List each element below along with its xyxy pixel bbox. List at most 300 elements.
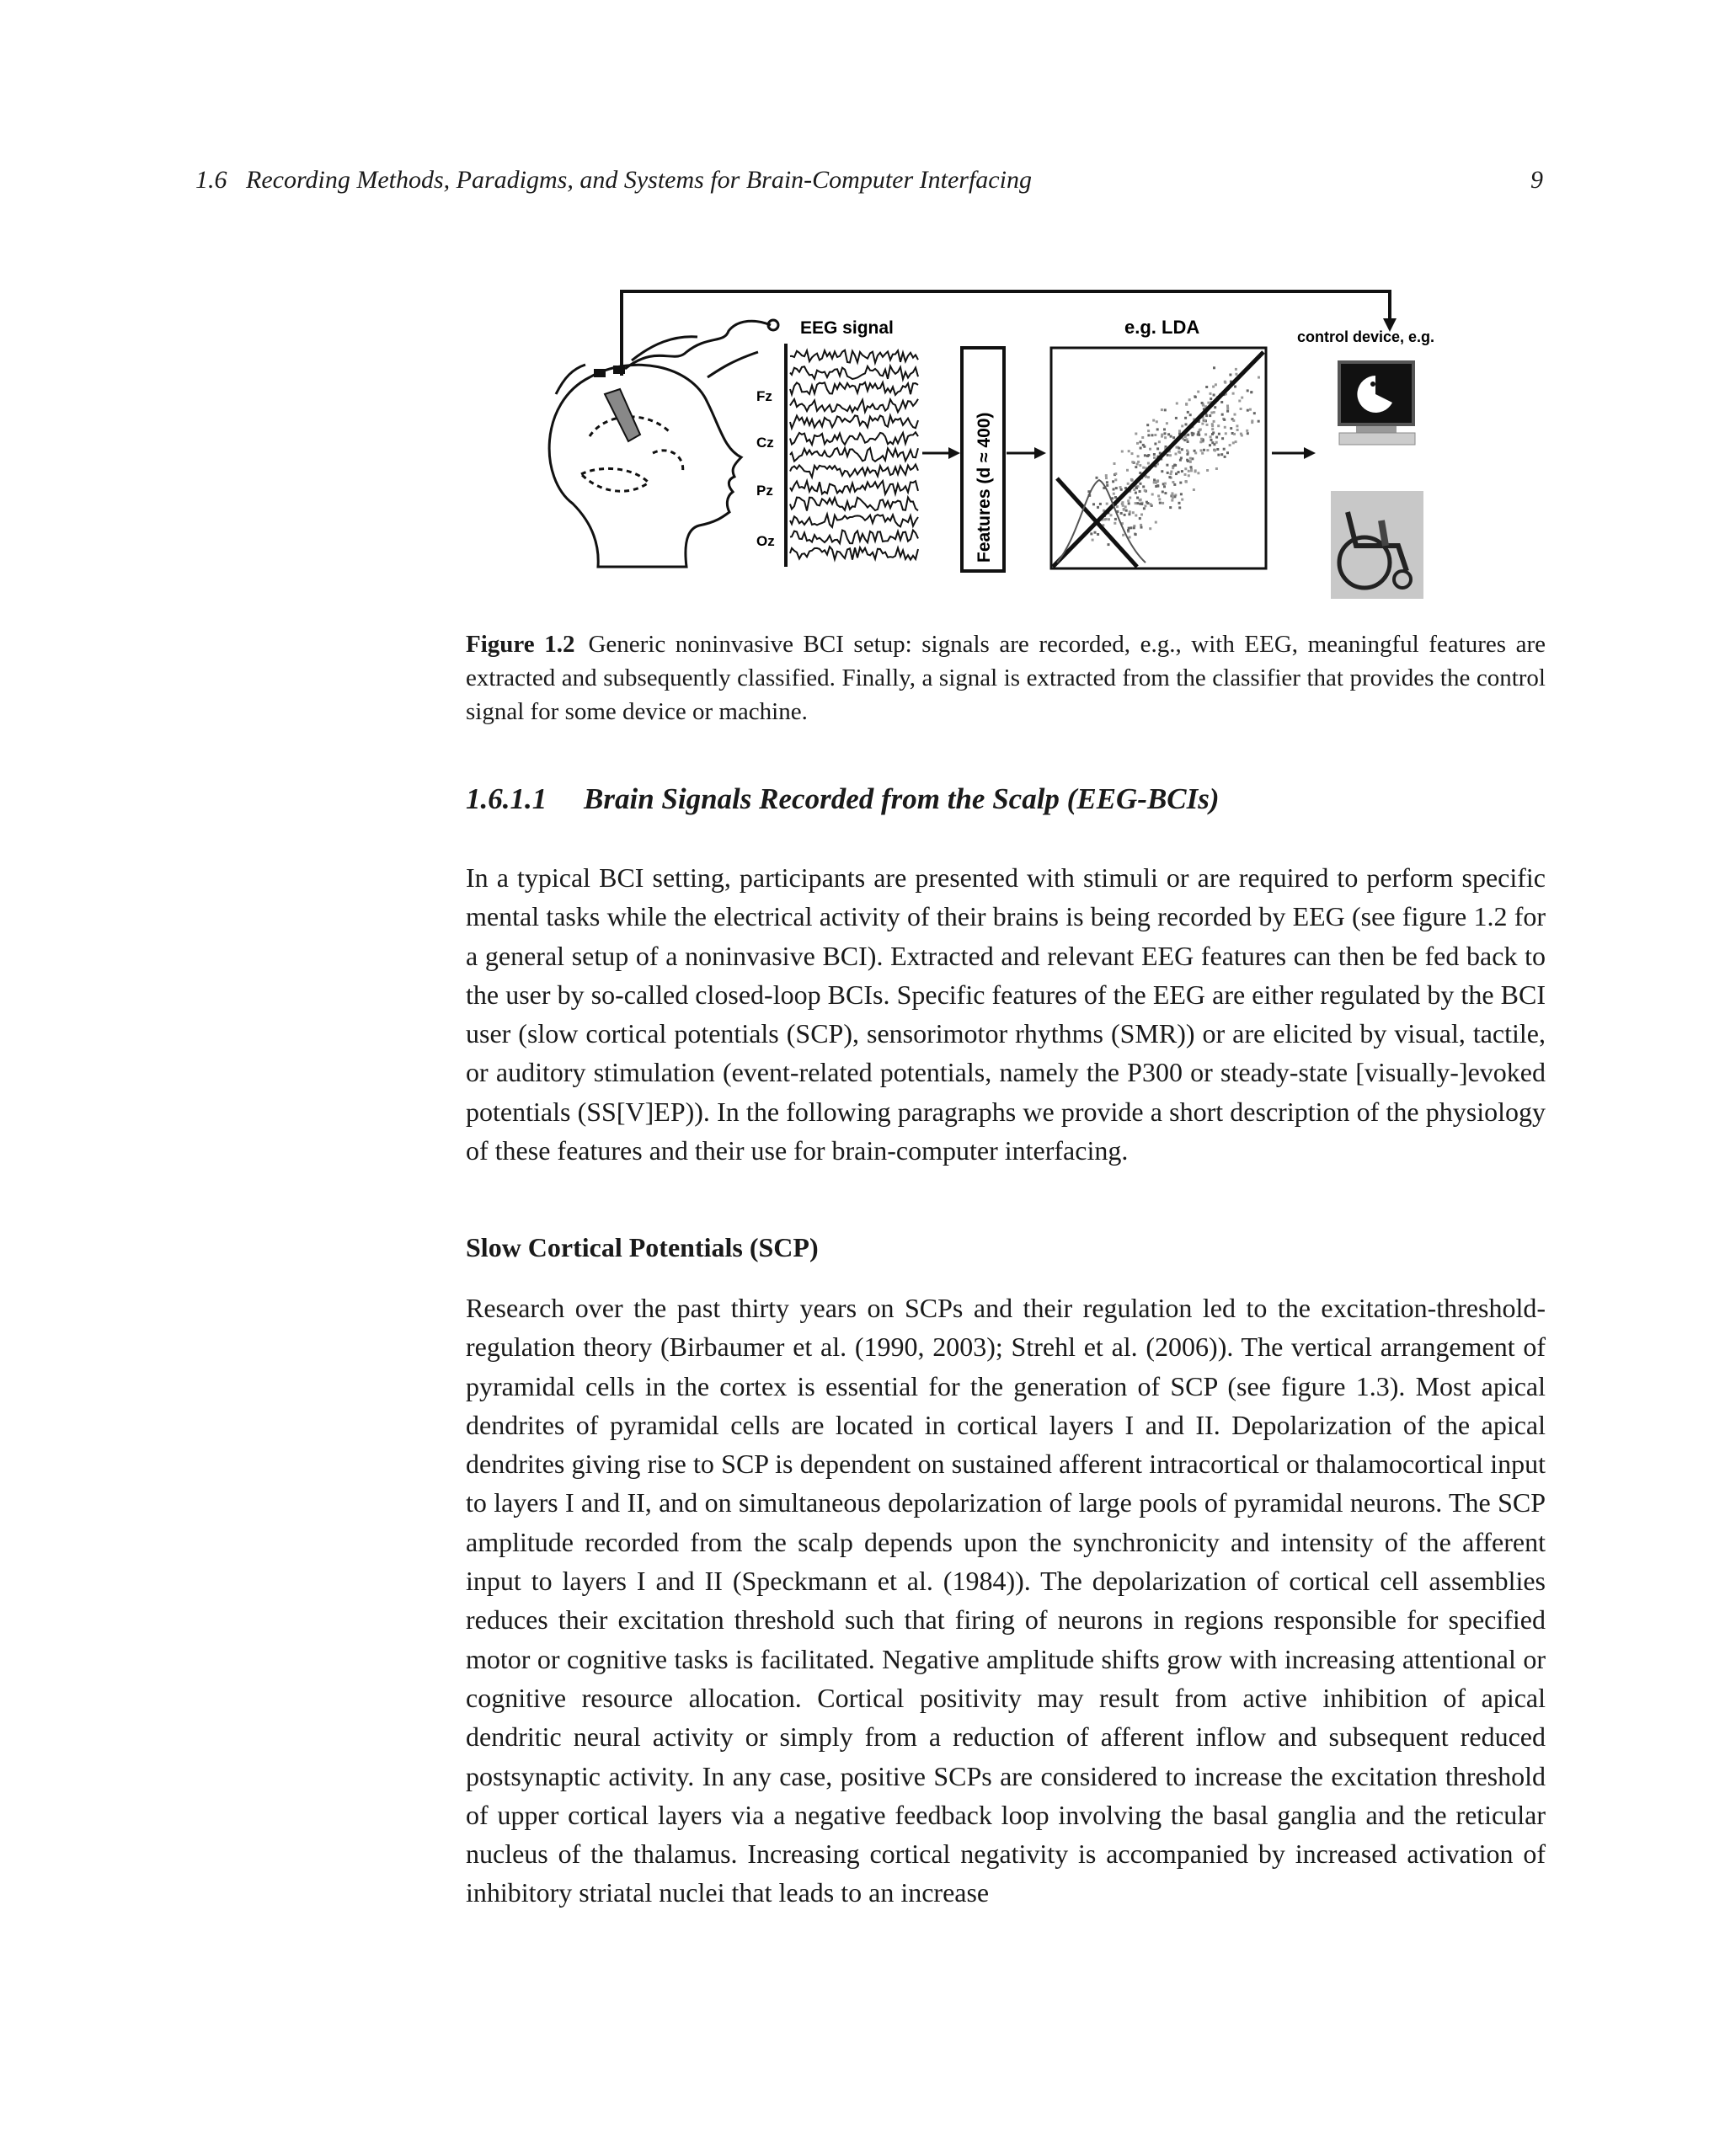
lda-point — [1203, 449, 1205, 451]
lda-point — [1172, 494, 1174, 496]
lda-point — [1194, 450, 1196, 452]
page-number: 9 — [1530, 166, 1543, 194]
lda-point — [1186, 450, 1188, 452]
lda-point — [1240, 408, 1242, 410]
lda-point — [1114, 522, 1116, 525]
lda-point — [1235, 368, 1237, 371]
section-number: 1.6.1.1 — [466, 782, 547, 815]
lda-point — [1130, 526, 1132, 529]
lda-point — [1147, 476, 1150, 478]
lda-point — [1176, 446, 1178, 449]
lda-point — [1186, 459, 1188, 462]
lda-point — [1128, 450, 1130, 452]
lda-point — [1127, 483, 1130, 485]
figure-bci-setup — [505, 285, 1466, 613]
lda-point — [1207, 402, 1210, 404]
lda-point — [1236, 429, 1239, 431]
lda-point — [1209, 414, 1211, 417]
channel-label-oz: Oz — [756, 533, 775, 549]
lda-point — [1127, 499, 1130, 502]
lda-point — [1229, 444, 1231, 446]
electrode-wire — [625, 321, 771, 369]
lda-point — [1187, 411, 1189, 414]
lda-point — [1158, 498, 1161, 500]
lda-point — [1115, 487, 1118, 489]
lda-point — [1189, 461, 1192, 463]
lda-point — [1144, 454, 1146, 456]
eeg-trace — [790, 465, 918, 478]
lda-point — [1235, 440, 1237, 443]
section-title-text: Brain Signals Recorded from the Scalp (EEG-BCIs) — [584, 782, 1220, 815]
lda-point — [1106, 481, 1108, 483]
lda-point — [1156, 428, 1159, 430]
lda-point — [1129, 497, 1131, 499]
lda-point — [1124, 514, 1126, 516]
lda-point — [1232, 392, 1235, 395]
lda-point — [1170, 472, 1172, 475]
lda-point — [1090, 532, 1092, 535]
lda-point — [1226, 410, 1229, 413]
lda-point — [1136, 442, 1139, 445]
lda-point — [1186, 438, 1188, 440]
lda-point — [1232, 441, 1235, 444]
lda-point — [1234, 386, 1236, 388]
caption-text: Generic noninvasive BCI setup: signals are recorded, e.g., with EEG, meaningful features are extracted and subsequently classified. Finally, a signal is extracted from the classifier that provides the control signal for some device or machine. — [466, 631, 1546, 725]
lda-point — [1169, 454, 1172, 456]
arrow-head-3 — [1304, 447, 1316, 459]
lda-point — [1216, 448, 1219, 451]
monitor-icon — [1339, 362, 1415, 445]
lda-point — [1130, 478, 1133, 481]
lda-point — [1135, 433, 1137, 435]
lda-point — [1175, 472, 1178, 475]
lda-point — [1161, 434, 1163, 436]
lda-point — [1137, 461, 1140, 463]
lda-point — [1161, 408, 1163, 411]
subheading-scp: Slow Cortical Potentials (SCP) — [466, 1232, 819, 1262]
lda-point — [1193, 488, 1195, 491]
lda-point — [1190, 466, 1193, 468]
lda-point — [1131, 452, 1134, 455]
head-illustration — [549, 337, 758, 567]
lda-point — [1151, 494, 1154, 496]
lda-point — [1121, 503, 1124, 505]
lda-point — [1211, 428, 1214, 430]
lda-point — [1128, 513, 1130, 515]
lda-point — [1105, 477, 1108, 479]
lda-point — [1232, 419, 1235, 422]
lda-point — [1140, 503, 1143, 505]
lda-point — [1188, 470, 1190, 472]
lda-point — [1193, 433, 1195, 435]
lda-point — [1127, 529, 1130, 531]
lda-point — [1135, 492, 1137, 494]
lda-point — [1225, 432, 1227, 435]
lda-point — [1224, 382, 1226, 384]
lda-point — [1154, 434, 1156, 436]
lda-point — [1210, 439, 1213, 441]
lda-point — [1205, 386, 1208, 388]
lda-point — [1175, 417, 1178, 419]
lda-point — [1135, 502, 1137, 504]
lda-point — [1092, 539, 1094, 542]
lda-point — [1172, 467, 1174, 469]
lda-point — [1113, 488, 1115, 491]
lda-point — [1199, 440, 1202, 443]
lda-point — [1206, 424, 1209, 426]
lda-point — [1172, 481, 1174, 483]
lda-point — [1181, 448, 1183, 451]
lda-point — [1140, 499, 1142, 501]
eeg-trace — [790, 481, 918, 494]
eeg-trace — [790, 350, 918, 363]
lda-point — [1122, 534, 1124, 536]
eeg-trace — [790, 366, 918, 380]
lda-point — [1149, 527, 1151, 530]
lda-point — [1164, 492, 1167, 494]
lda-point — [1140, 526, 1143, 529]
lda-point — [1188, 474, 1190, 477]
lda-point — [1144, 489, 1146, 492]
lda-point — [1164, 436, 1167, 439]
lda-point — [1164, 408, 1167, 411]
lda-point — [1108, 518, 1110, 520]
lda-point — [1251, 419, 1253, 422]
lda-point — [1236, 424, 1238, 427]
lda-point — [1220, 453, 1223, 456]
lda-point — [1128, 502, 1130, 504]
lda-point — [1213, 443, 1215, 446]
lda-point — [1197, 434, 1199, 436]
lda-point — [1105, 474, 1108, 477]
running-head-title: 1.6 Recording Methods, Paradigms, and Systems for Brain-Computer Interfacing — [195, 166, 1032, 194]
lda-point — [1156, 485, 1159, 488]
running-head — [195, 163, 1543, 197]
lda-point — [1146, 424, 1149, 426]
lda-point — [1194, 469, 1197, 472]
lda-point — [1129, 536, 1131, 538]
lda-point — [1238, 400, 1241, 403]
lda-point — [1129, 510, 1131, 513]
lda-point — [1151, 434, 1154, 436]
lda-point — [1206, 449, 1209, 451]
eeg-trace — [790, 547, 918, 560]
lda-point — [1170, 471, 1172, 473]
lda-point — [1142, 467, 1145, 469]
channel-label-cz: Cz — [756, 435, 774, 451]
eeg-trace — [790, 382, 918, 395]
lda-point — [1172, 496, 1174, 499]
lda-point — [1185, 481, 1188, 483]
lda-point — [1140, 524, 1142, 526]
lda-point — [1173, 483, 1176, 486]
lda-point — [1136, 497, 1139, 499]
lda-point — [1106, 503, 1108, 505]
lda-point — [1113, 493, 1115, 495]
lda-point — [1133, 488, 1135, 491]
channel-label-fz: Fz — [756, 388, 772, 404]
lda-point — [1221, 437, 1224, 440]
lda-point — [1214, 406, 1216, 408]
lda-point — [1199, 429, 1202, 431]
lda-point — [1099, 503, 1102, 505]
wheelchair-icon — [1331, 491, 1423, 599]
lda-point — [1158, 440, 1161, 443]
channel-label-pz: Pz — [756, 483, 773, 499]
lda-point — [1201, 423, 1204, 425]
lda-point — [1167, 454, 1169, 456]
lda-point — [1169, 506, 1172, 509]
lda-point — [1105, 518, 1108, 520]
lda-point — [1176, 403, 1178, 405]
lda-point — [1114, 518, 1117, 520]
eeg-trace — [790, 498, 918, 511]
lda-point — [1159, 502, 1162, 504]
lda-point — [1180, 493, 1183, 495]
lda-point — [1181, 424, 1183, 427]
lda-point — [1181, 470, 1183, 472]
lda-point — [1215, 436, 1218, 439]
eeg-trace — [790, 531, 918, 544]
lda-point — [1218, 433, 1220, 435]
lda-point — [1167, 472, 1169, 474]
lda-point — [1126, 469, 1129, 472]
lda-point — [1178, 471, 1180, 473]
lda-point — [1135, 533, 1137, 536]
lda-point — [1189, 414, 1192, 416]
label-lda: e.g. LDA — [1124, 317, 1200, 338]
lda-point — [1172, 436, 1175, 439]
lda-point — [1221, 414, 1224, 416]
lda-point — [1153, 453, 1156, 456]
label-features: Features (d ≈ 400) — [975, 412, 994, 563]
lda-point — [1179, 482, 1182, 484]
lda-point — [1166, 422, 1168, 424]
eeg-trace — [790, 432, 918, 445]
lda-point — [1258, 420, 1260, 423]
lda-point — [1139, 464, 1141, 467]
lda-point — [1146, 455, 1149, 457]
lda-point — [1154, 443, 1156, 446]
section-heading — [466, 780, 1546, 819]
lda-point — [1135, 515, 1137, 517]
eeg-trace — [790, 415, 918, 428]
electrode-strip — [605, 389, 640, 441]
caption-label: Figure 1.2 — [466, 631, 575, 658]
lda-point — [1209, 444, 1211, 446]
lda-point — [1171, 499, 1173, 502]
lda-point — [1092, 503, 1095, 505]
lda-point — [1155, 521, 1157, 524]
lda-point — [1220, 401, 1223, 403]
lda-point — [1229, 374, 1231, 376]
lda-point — [1116, 505, 1119, 508]
lda-point — [1128, 527, 1130, 530]
lda-point — [1162, 502, 1164, 504]
lda-point — [1224, 426, 1226, 429]
lda-point — [1163, 428, 1166, 430]
lda-point — [1131, 461, 1134, 463]
electrode-cap-1 — [594, 369, 606, 377]
lda-point — [1213, 366, 1215, 369]
lda-point — [1136, 463, 1139, 466]
lda-point — [1170, 435, 1172, 438]
lda-point — [1247, 432, 1249, 435]
lda-point — [1178, 430, 1181, 432]
lda-point — [1212, 386, 1215, 388]
lda-point — [1258, 376, 1260, 379]
lda-point — [1226, 408, 1229, 410]
lda-point — [1146, 502, 1149, 504]
lda-point — [1213, 420, 1215, 423]
lda-point — [1153, 481, 1156, 483]
lda-point — [1200, 449, 1203, 451]
lda-point — [1139, 517, 1141, 520]
lda-point — [1156, 479, 1159, 482]
lda-point — [1184, 473, 1187, 476]
lda-point — [1226, 451, 1229, 454]
lda-point — [1201, 402, 1204, 404]
electrode-cap-2 — [613, 366, 625, 374]
lda-point — [1253, 412, 1256, 414]
lda-point — [1147, 434, 1150, 436]
lda-point — [1194, 451, 1197, 454]
lda-point — [1235, 373, 1237, 376]
lda-point — [1162, 491, 1164, 494]
lda-point — [1120, 488, 1123, 491]
lda-point — [1156, 447, 1159, 450]
lda-point — [1137, 455, 1140, 457]
lda-point — [1175, 453, 1178, 456]
lda-point — [1233, 433, 1236, 435]
lda-point — [1213, 394, 1215, 397]
lda-point — [1123, 509, 1125, 511]
lda-point — [1250, 391, 1252, 393]
lda-point — [1178, 502, 1181, 504]
lda-point — [1097, 533, 1099, 536]
lda-point — [1164, 483, 1167, 485]
lda-point — [1133, 526, 1135, 529]
lda-point — [1125, 510, 1128, 512]
label-control-device: control device, e.g. — [1297, 328, 1435, 345]
lda-point — [1185, 423, 1188, 425]
lda-point — [1141, 436, 1144, 439]
lda-point — [1210, 435, 1212, 438]
paragraph-intro: In a typical BCI setting, participants are presented with stimuli or are required to perform specific mental tasks while the electrical activity of their brains is being recorded by EEG (see figure 1.2 for a general setup of a noninvasive BCI). Extracted and relevant EEG features can then be fed back to the user by so-called closed-loop BCIs. Specific features of the EEG are either regulated by the BCI user (slow cortical potentials (SCP), sensorimotor rhythms (SMR)) or are elicited by visual, tactile, or auditory stimulation (event-related potentials, namely the P300 or steady-state [visually-]evoked potentials (SS[V]EP)). In the following paragraphs we provide a short description of the physiology of these features and their use for brain-computer interfacing. — [466, 862, 1546, 1166]
lda-point — [1212, 431, 1215, 434]
lda-point — [1114, 472, 1117, 475]
lda-point — [1178, 447, 1180, 450]
lda-point — [1188, 398, 1191, 401]
lda-point — [1094, 531, 1097, 534]
lda-point — [1241, 397, 1243, 399]
lda-point — [1178, 506, 1181, 509]
lda-point — [1214, 449, 1216, 451]
lda-point — [1153, 478, 1156, 481]
lda-point — [1247, 389, 1249, 392]
lda-point — [1217, 424, 1220, 427]
lda-point — [1240, 433, 1242, 435]
eeg-trace — [790, 399, 918, 413]
lda-point — [1157, 494, 1160, 497]
lda-point — [1120, 512, 1123, 515]
lda-point — [1246, 430, 1248, 432]
figure-caption — [466, 627, 1546, 728]
lda-point — [1187, 440, 1189, 443]
lda-point — [1205, 414, 1208, 417]
lda-point — [1144, 504, 1146, 507]
paragraph-scp: Research over the past thirty years on SCPs and their regulation led to the excitation-threshold-regulation theory (Birbaumer et al. (1990, 2003); Strehl et al. (2006)). The vertical arrangement of pyramidal cells in the cortex is essential for the generation of SCP (see figure 1.3). Most apical dendrites of pyramidal cells are located in cortical layers I and II. Depolarization of the apical dendrites giving rise to SCP is dependent on sustained afferent intracortical or thalamocortical input to layers I and II, and on simultaneous depolarization of large pools of pyramidal neurons. The SCP amplitude recorded from the scalp depends upon the synchronicity and intensity of the afferent input to layers I and II (Speckmann et al. (1984)). The depolarization of cortical cell assemblies reduces their excitation threshold such that firing of neurons in regions responsible for specified motor or cognitive tasks is facilitated. Negative amplitude shifts grow with increasing attentional or cognitive resource allocation. Cortical positivity may result from active inhibition of apical dendritic neural activity or simply from a reduction of afferent inflow and subsequent reduced postsynaptic activity. In any case, positive SCPs are considered to increase the excitation threshold of upper cortical layers via a negative feedback loop involving the basal ganglia and the reticular nucleus of the thalamus. Increasing cortical negativity is accompanied by increased activation of inhibitory striatal nuclei that leads to an increase — [466, 1293, 1546, 1908]
lda-point — [1210, 392, 1212, 395]
lda-point — [1181, 499, 1183, 501]
lda-point — [1161, 470, 1163, 472]
lda-point — [1206, 469, 1209, 472]
lda-point — [1230, 427, 1232, 430]
lda-point — [1152, 419, 1155, 422]
lda-point — [1210, 412, 1213, 414]
lda-point — [1247, 409, 1249, 412]
lda-point — [1223, 448, 1226, 451]
lda-point — [1210, 398, 1212, 400]
lda-point — [1194, 396, 1197, 398]
lda-point — [1184, 417, 1187, 419]
lda-point — [1204, 419, 1206, 422]
lda-point — [1190, 469, 1193, 472]
lda-point — [1106, 484, 1108, 487]
lda-point — [1149, 448, 1151, 451]
lda-point — [1215, 383, 1217, 386]
eeg-trace — [790, 515, 918, 527]
lda-point — [1234, 414, 1236, 416]
lda-point — [1163, 485, 1166, 488]
lda-point — [1223, 419, 1226, 421]
lda-point — [1139, 490, 1141, 493]
lda-point — [1201, 452, 1204, 455]
lda-point — [1189, 457, 1192, 460]
label-eeg-signal: EEG signal — [800, 318, 894, 338]
lda-point — [1168, 476, 1171, 478]
arrow-head-1 — [948, 447, 960, 459]
eeg-traces — [790, 350, 918, 560]
lda-point — [1185, 403, 1188, 405]
lda-point — [1135, 466, 1137, 468]
lda-point — [1140, 514, 1143, 516]
lda-point — [1200, 438, 1203, 440]
lda-point — [1156, 420, 1158, 423]
lda-point — [1142, 444, 1145, 446]
lda-point — [1132, 511, 1135, 514]
lda-point — [1114, 478, 1117, 481]
lda-point — [1143, 507, 1146, 510]
lda-point — [1204, 433, 1207, 435]
lda-point — [1108, 543, 1110, 546]
lda-point — [1140, 440, 1142, 443]
lda-point — [1224, 456, 1226, 458]
lda-point — [1140, 483, 1142, 485]
lda-point — [1097, 506, 1099, 509]
lda-point — [1112, 480, 1114, 483]
lda-point — [1186, 453, 1188, 456]
lda-point — [1110, 514, 1113, 516]
lda-point — [1184, 467, 1187, 470]
lda-point — [1147, 462, 1150, 465]
lda-point — [1096, 477, 1098, 479]
lda-point — [1153, 456, 1156, 459]
lda-point — [1164, 432, 1167, 435]
lda-point — [1124, 505, 1127, 508]
lda-point — [1140, 447, 1142, 450]
lda-point — [1202, 404, 1204, 407]
